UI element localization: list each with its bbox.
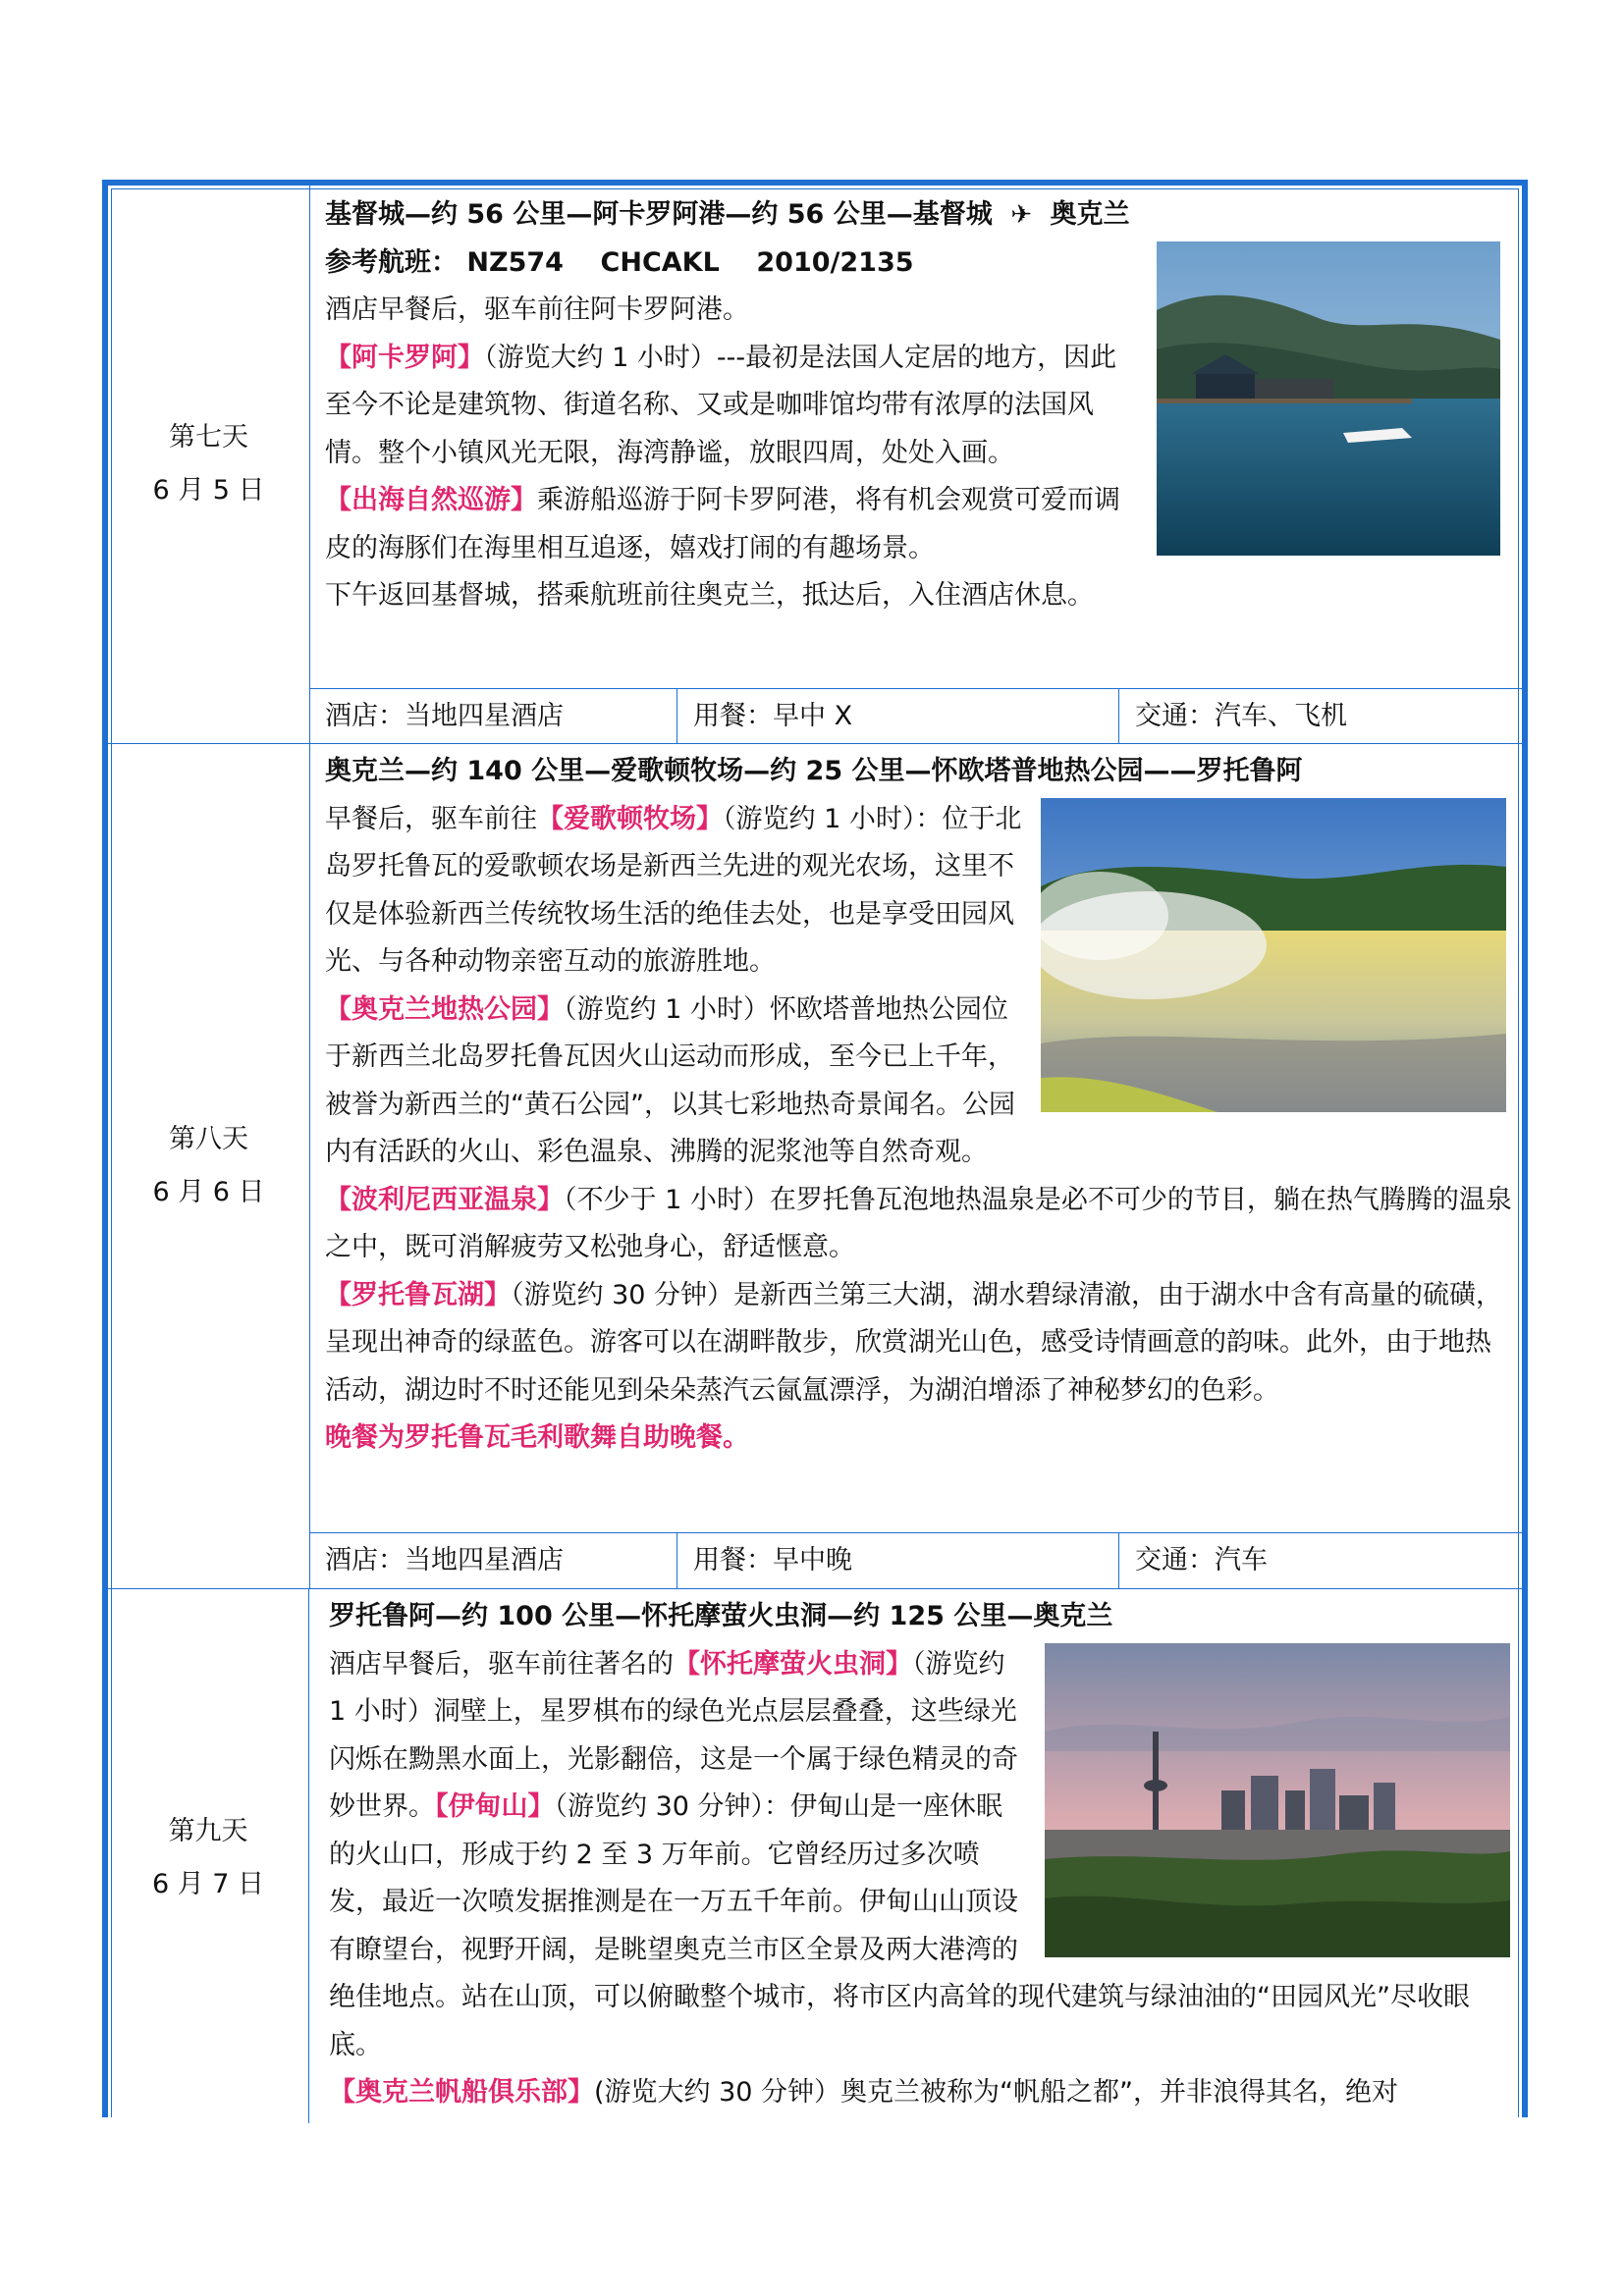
attraction-paragraph <box>325 1272 1514 1415</box>
airplane-icon: ✈ <box>1001 200 1042 230</box>
paragraph-lead: 早餐后，驱车前往 <box>325 803 537 834</box>
akaroa-harbour-photo <box>1157 241 1500 556</box>
attraction-title: 【奥克兰地热公园】 <box>325 993 564 1025</box>
day-cell <box>108 186 310 743</box>
hotel-info: 酒店：当地四星酒店 <box>309 1533 677 1588</box>
attraction-text: （游览约 1 小时）：位于北岛罗托鲁瓦的爱歌顿农场是新西兰先进的观光农场，这里不仅是体验新西兰传统牧场生活的绝佳去处，也是享受田园风光、与各种动物亲密互动的旅游胜地。 <box>325 803 1022 977</box>
day-content <box>309 744 1522 1588</box>
day-row-7 <box>108 186 1522 743</box>
attraction-text: （游览大约 1 小时）---最初是法国人定居的地方，因此至今不论是建筑物、街道名称、又或是咖啡馆均带有浓厚的法国风情。整个小镇风光无限，海湾静谧，放眼四周，处处入画。 <box>325 342 1117 468</box>
flight-value: NZ574 CHCAKL 2010/2135 <box>466 246 914 278</box>
attraction-title: 【出海自然巡游】 <box>325 485 537 515</box>
day-content <box>309 1589 1522 2123</box>
day-row-8 <box>108 744 1522 1588</box>
route-destination: 奥克兰 <box>1050 199 1130 230</box>
attraction-title: 【罗托鲁瓦湖】 <box>325 1279 511 1310</box>
attraction-paragraph <box>325 1177 1514 1272</box>
paragraph-lead: 酒店早餐后，驱车前往著名的 <box>329 1648 674 1680</box>
route-line <box>309 191 1522 240</box>
day-content <box>309 186 1522 743</box>
attraction-text: （游览约 1 小时）洞壁上，星罗棋布的绿色光点层层叠叠，这些绿光闪烁在黝黑水面上，光影翻倍，这是一个属于绿色精灵的奇妙世界。 <box>329 1648 1018 1822</box>
hotel-info: 酒店：当地四星酒店 <box>309 689 677 744</box>
attraction-text: （游览约 30 分钟）是新西兰第三大湖，湖水碧绿清澈，由于湖水中含有高量的硫磺，呈现出神奇的绿蓝色。游客可以在湖畔散步，欣赏湖光山色，感受诗情画意的韵味。此外，由于地热活动，湖边时不时还能见到朵朵蒸汽云氤氲漂浮，为湖泊增添了神秘梦幻的色彩。 <box>325 1279 1503 1406</box>
paragraph: 下午返回基督城，搭乘航班前往奥克兰，抵达后，入住酒店休息。 <box>325 580 1094 611</box>
meals-info: 用餐：早中晚 <box>677 1533 1119 1588</box>
dinner-note: 晚餐为罗托鲁瓦毛利歌舞自助晚餐。 <box>325 1422 749 1453</box>
geothermal-park-photo <box>1041 798 1506 1112</box>
itinerary-table <box>102 180 1528 2117</box>
flight-label: 参考航班： <box>325 246 458 278</box>
transport-info: 交通：汽车 <box>1135 1545 1268 1575</box>
attraction-text: （不少于 1 小时）在罗托鲁瓦泡地热温泉是必不可少的节目，躺在热气腾腾的温泉之中，既可消解疲劳又松弛身心，舒适惬意。 <box>325 1184 1512 1262</box>
transport-info: 交通：汽车、飞机 <box>1135 701 1347 731</box>
day-label: 第九天 <box>168 1816 248 1846</box>
day-label: 第八天 <box>169 1124 248 1154</box>
auckland-skyline-photo <box>1045 1643 1510 1957</box>
day-row-9 <box>108 1589 1522 2123</box>
attraction-text: (游览大约 30 分钟）奥克兰被称为“帆船之都”，并非浪得其名，绝对 <box>594 2077 1399 2108</box>
attraction-title: 【波利尼西亚温泉】 <box>325 1184 564 1215</box>
info-bar <box>309 1532 1522 1588</box>
attraction-paragraph <box>329 2069 1514 2117</box>
route-text: 基督城—约 56 公里—阿卡罗阿港—约 56 公里—基督城 <box>325 199 993 230</box>
day-label: 第七天 <box>169 422 248 453</box>
attraction-title: 【伊甸山】 <box>435 1791 555 1822</box>
day-date: 6 月 7 日 <box>151 1869 265 1899</box>
day-body <box>309 1641 1522 2117</box>
attraction-title: 【奥克兰帆船俱乐部】 <box>329 2077 594 2108</box>
route-line: 奥克兰—约 140 公里—爱歌顿牧场—约 25 公里—怀欧塔普地热公园——罗托鲁阿 <box>325 756 1303 786</box>
day-cell <box>108 744 310 1588</box>
paragraph: 酒店早餐后，驱车前往阿卡罗阿港。 <box>325 294 749 325</box>
day-date: 6 月 5 日 <box>152 475 265 506</box>
meals-info: 用餐：早中 X <box>677 689 1119 744</box>
day-body <box>309 796 1522 1463</box>
day-cell <box>108 1589 309 2123</box>
attraction-title: 【阿卡罗阿】 <box>325 342 484 373</box>
route-line: 罗托鲁阿—约 100 公里—怀托摩萤火虫洞—约 125 公里—奥克兰 <box>329 1601 1113 1631</box>
attraction-text: （游览约 30 分钟）：伊甸山是一座休眠的火山口，形成于约 2 至 3 万年前。它曾经历过多次喷发，最近一次喷发据推测是在一万五千年前。伊甸山山顶设有瞭望台，视野开阔，是眺望奥克兰市区全景及两大港湾的绝佳地点。站在山顶，可以俯瞰整个城市，将市区内高耸的现代建筑与绿油油的“田园风光”尽收眼底。 <box>329 1791 1470 2060</box>
attraction-text: 乘游船巡游于阿卡罗阿港，将有机会观赏可爱而调皮的海豚们在海里相互追逐，嬉戏打闹的有趣场景。 <box>325 485 1120 563</box>
attraction-title: 【怀托摩萤火虫洞】 <box>674 1648 912 1680</box>
info-bar <box>309 688 1522 744</box>
day-date: 6 月 6 日 <box>152 1177 265 1207</box>
attraction-title: 【爱歌顿牧场】 <box>537 803 723 834</box>
attraction-text: （游览约 1 小时）怀欧塔普地热公园位于新西兰北岛罗托鲁瓦因火山运动而形成，至今已上千年，被誉为新西兰的“黄石公园”，以其七彩地热奇景闻名。公园内有活跃的火山、彩色温泉、沸腾的泥浆池等自然奇观。 <box>325 993 1015 1167</box>
day-body <box>309 240 1522 620</box>
